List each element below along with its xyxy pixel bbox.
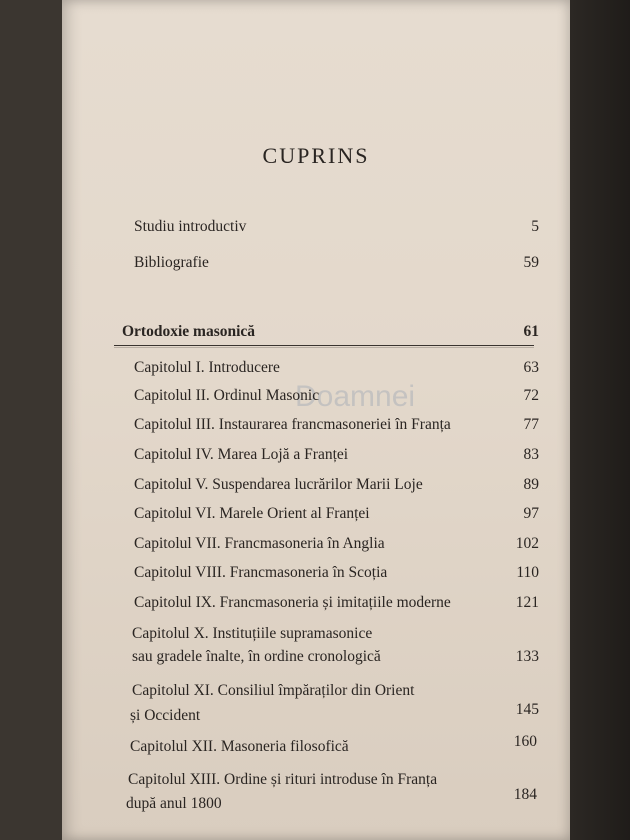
toc-entry-page: 5 bbox=[531, 218, 539, 235]
chapter-page: 77 bbox=[523, 416, 539, 433]
chapter-label: Capitolul VI. Marele Orient al Franței bbox=[134, 505, 370, 522]
chapter-page: 97 bbox=[523, 505, 539, 522]
chapter-label-cont: după anul 1800 bbox=[126, 795, 222, 812]
background-edge bbox=[570, 0, 630, 840]
chapter-page: 83 bbox=[523, 446, 539, 463]
chapter-label: Capitolul VIII. Francmasoneria în Scoția bbox=[134, 564, 388, 581]
chapter-page: 63 bbox=[523, 359, 539, 376]
chapter-label: Capitolul II. Ordinul Masonic bbox=[134, 387, 320, 404]
chapter-label: Capitolul IV. Marea Lojă a Franței bbox=[134, 446, 349, 463]
chapter-label: Capitolul III. Instaurarea francmasoneriei în Franța bbox=[134, 416, 451, 433]
toc-entry-page: 59 bbox=[523, 254, 539, 271]
chapter-page: 184 bbox=[513, 786, 537, 803]
chapter-page: 121 bbox=[515, 594, 539, 611]
chapter-label: Capitolul V. Suspendarea lucrărilor Marii Loje bbox=[134, 476, 423, 493]
book-page bbox=[62, 0, 570, 840]
chapter-page: 89 bbox=[523, 476, 539, 493]
section-rule bbox=[114, 345, 534, 346]
chapter-label: Capitolul XI. Consiliul împăraților din Orient bbox=[132, 682, 415, 699]
toc-entry-label: Bibliografie bbox=[134, 254, 209, 271]
section-rule-shadow bbox=[114, 347, 534, 348]
chapter-page: 160 bbox=[513, 733, 537, 750]
chapter-label-cont: sau gradele înalte, în ordine cronologică bbox=[132, 648, 381, 665]
chapter-label: Capitolul XIII. Ordine și rituri introduse în Franța bbox=[128, 771, 438, 788]
chapter-page: 145 bbox=[515, 701, 539, 718]
chapter-page: 102 bbox=[515, 535, 539, 552]
chapter-label: Capitolul XII. Masoneria filosofică bbox=[130, 738, 349, 755]
chapter-page: 72 bbox=[523, 387, 539, 404]
chapter-label: Capitolul IX. Francmasoneria și imitațiile moderne bbox=[134, 594, 451, 611]
toc-entry-label: Studiu introductiv bbox=[134, 218, 247, 235]
contents-title: CUPRINS bbox=[262, 143, 370, 168]
chapter-label-cont: și Occident bbox=[130, 707, 201, 724]
chapter-label: Capitolul I. Introducere bbox=[134, 359, 280, 376]
section-page: 61 bbox=[523, 323, 539, 340]
chapter-page: 110 bbox=[516, 564, 539, 581]
chapter-page: 133 bbox=[515, 648, 539, 665]
chapter-label: Capitolul VII. Francmasoneria în Anglia bbox=[134, 535, 385, 552]
section-heading: Ortodoxie masonică bbox=[122, 323, 256, 340]
watermark-logo: Doamnei bbox=[295, 380, 416, 413]
chapter-label: Capitolul X. Instituțiile supramasonice bbox=[132, 625, 373, 642]
